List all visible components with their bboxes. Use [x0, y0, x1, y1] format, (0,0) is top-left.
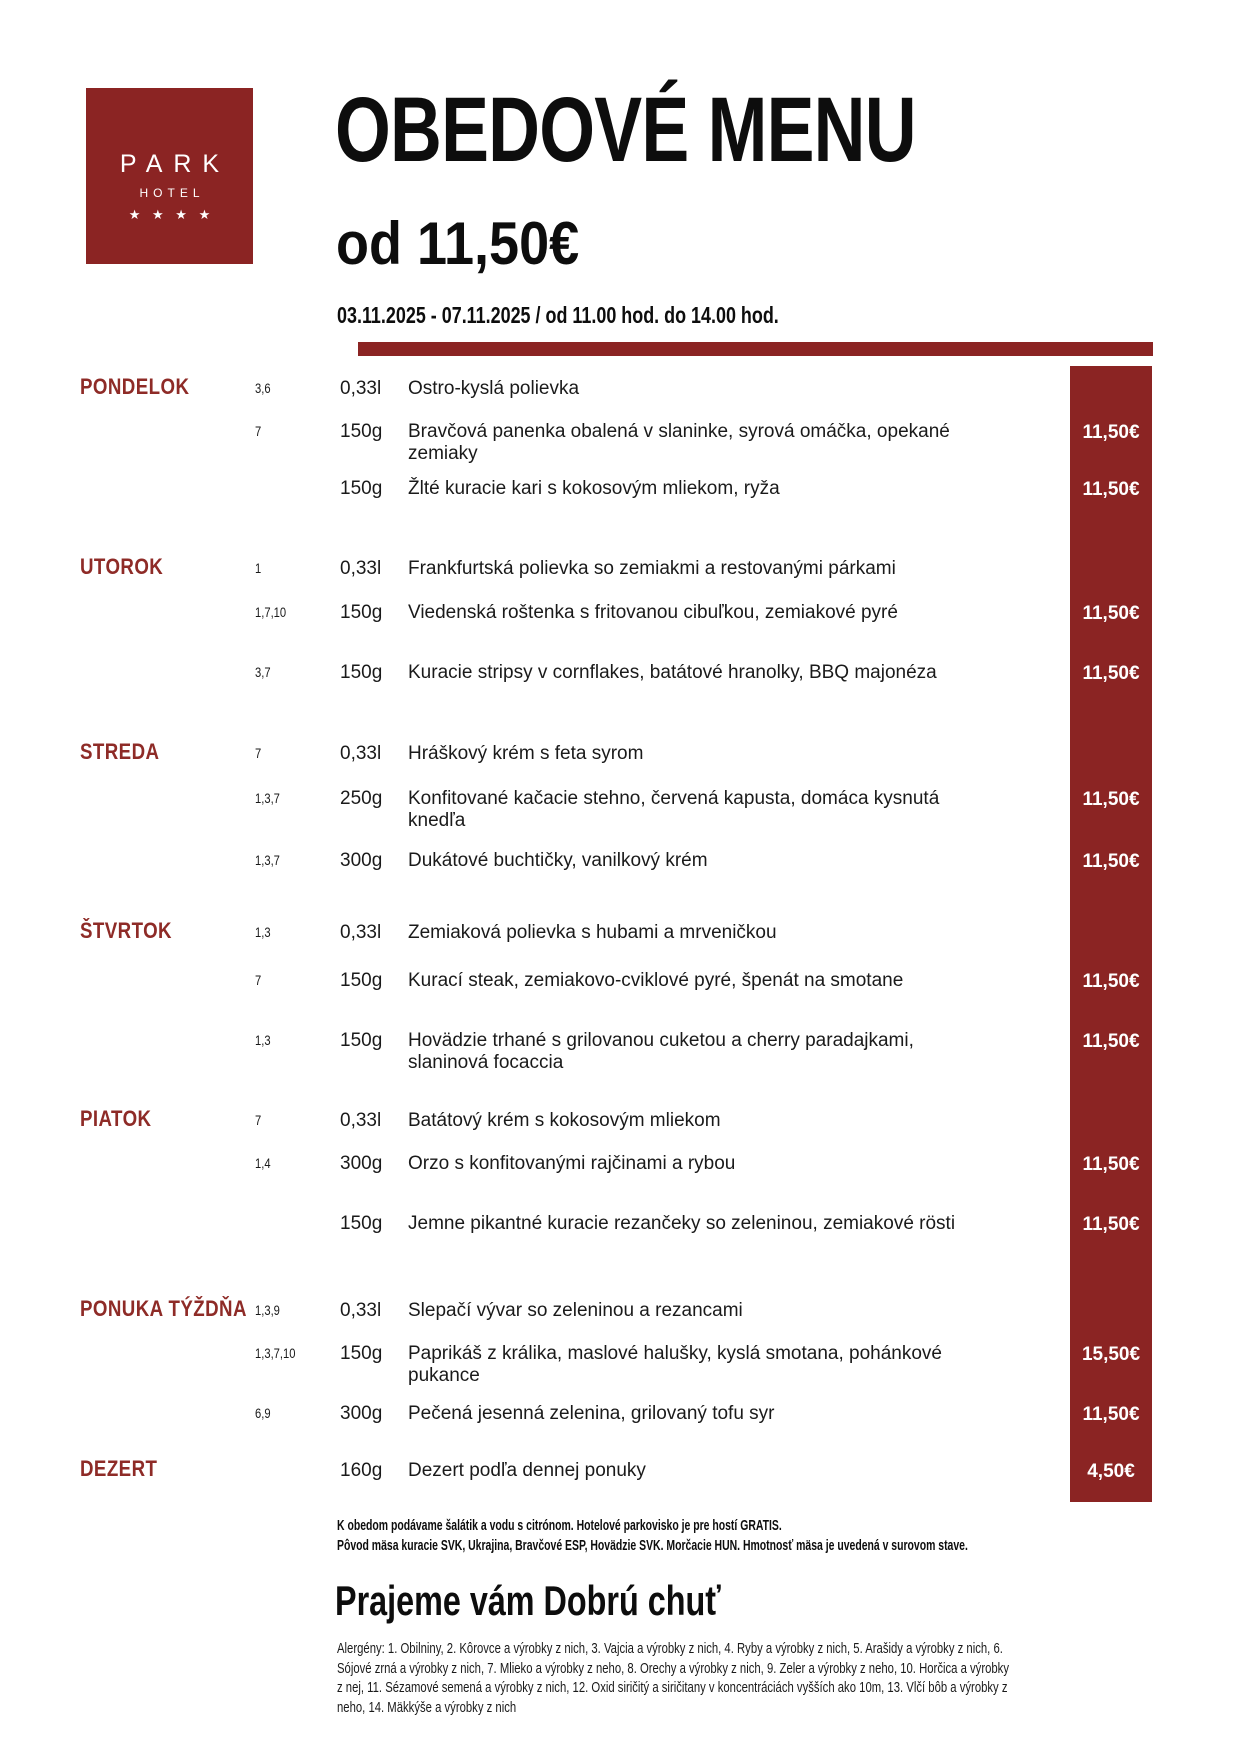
allergen-numbers: 1: [255, 560, 262, 576]
price-badge: 11,50€: [1082, 422, 1140, 443]
allergen-numbers: 1,7,10: [255, 604, 287, 620]
portion-size: 0,33l: [340, 1110, 382, 1131]
portion-size: 150g: [340, 1343, 383, 1364]
page-title: OBEDOVÉ MENU: [335, 79, 916, 181]
logo-stars-icon: ★ ★ ★ ★: [128, 207, 215, 222]
allergen-numbers: 1,3,9: [255, 1302, 280, 1318]
portion-size: 0,33l: [340, 378, 382, 399]
price-badge: 11,50€: [1082, 1214, 1140, 1235]
portion-size: 0,33l: [340, 558, 382, 579]
dish-description: Frankfurtská polievka so zemiakmi a restovanými párkami: [408, 558, 896, 579]
day-label: PIATOK: [80, 1106, 152, 1131]
portion-size: 250g: [340, 788, 383, 809]
allergen-numbers: 1,3,7,10: [255, 1345, 296, 1361]
allergen-numbers: 7: [255, 972, 262, 988]
portion-size: 0,33l: [340, 1300, 382, 1321]
dish-description: Paprikáš z králika, maslové halušky, kyslá smotana, pohánkové pukance: [408, 1343, 943, 1386]
allergens-legend: Alergény: 1. Obilniny, 2. Kôrovce a výrobky z nich, 3. Vajcia a výrobky z nich, 4. Ryby a výrobky z nich, 5. Arašidy a výrobky z nich, 6. Sójové zrná a výrobky z nich, 7. Mlieko a výrobky z neho, 8. Orechy a výrobky z nich, 9. Zeler a výrobky z neho, 10. Horčica a výrobky z nej, 11. Sézamové semená a výrobky z nich, 12. Oxid siričitý a siričitany v koncentráciách vyšších ako 10m, 13. Vlčí bôb a výrobky z neho, 14. Mäkkýše a výrobky z nich: [337, 1641, 1009, 1716]
dish-description: Viedenská roštenka s fritovanou cibuľkou, zemiakové pyré: [408, 602, 898, 623]
portion-size: 150g: [340, 478, 383, 499]
allergen-numbers: 3,7: [255, 664, 271, 680]
allergen-numbers: 7: [255, 423, 262, 439]
portion-size: 0,33l: [340, 743, 382, 764]
portion-size: 150g: [340, 1030, 383, 1051]
price-badge: 11,50€: [1082, 603, 1140, 624]
allergen-numbers: 7: [255, 745, 262, 761]
portion-size: 150g: [340, 662, 383, 683]
day-label: PONUKA TÝŽDŇA: [80, 1296, 247, 1321]
greeting-heading: Prajeme vám Dobrú chuť: [335, 1577, 721, 1624]
allergen-numbers: 7: [255, 1112, 262, 1128]
hotel-logo: [86, 88, 253, 264]
portion-size: 150g: [340, 602, 383, 623]
dish-description: Konfitované kačacie stehno, červená kapusta, domáca kysnutá knedľa: [408, 788, 940, 831]
dish-description: Zemiaková polievka s hubami a mrveničkou: [408, 922, 777, 943]
price-badge: 4,50€: [1087, 1461, 1135, 1482]
price-badge: 11,50€: [1082, 1404, 1140, 1425]
portion-size: 0,33l: [340, 922, 382, 943]
portion-size: 160g: [340, 1460, 383, 1481]
dish-description: Slepačí vývar so zeleninou a rezancami: [408, 1300, 743, 1321]
dish-description: Žlté kuracie kari s kokosovým mliekom, ryža: [408, 478, 780, 499]
portion-size: 150g: [340, 970, 383, 991]
dish-description: Kuracie stripsy v cornflakes, batátové hranolky, BBQ majonéza: [408, 662, 937, 683]
allergen-numbers: 1,4: [255, 1155, 271, 1171]
allergen-numbers: 1,3: [255, 924, 271, 940]
dish-description: Dezert podľa dennej ponuky: [408, 1460, 646, 1481]
dish-description: Kurací steak, zemiakovo-cviklové pyré, špenát na smotane: [408, 970, 904, 991]
dish-description: Orzo s konfitovanými rajčinami a rybou: [408, 1153, 736, 1174]
portion-size: 150g: [340, 421, 383, 442]
price-badge: 11,50€: [1082, 971, 1140, 992]
portion-size: 150g: [340, 1213, 383, 1234]
dish-description: Hovädzie trhané s grilovanou cuketou a cherry paradajkami, slaninová focaccia: [408, 1030, 914, 1073]
allergen-numbers: 1,3: [255, 1032, 271, 1048]
price-badge: 11,50€: [1082, 479, 1140, 500]
note-side-dish: K obedom podávame šalátik a vodu s citrónom. Hotelové parkovisko je pre hostí GRATIS.: [337, 1518, 782, 1534]
day-label: ŠTVRTOK: [80, 918, 172, 943]
allergen-numbers: 6,9: [255, 1405, 271, 1421]
dish-description: Jemne pikantné kuracie rezančeky so zeleninou, zemiakové rösti: [408, 1213, 956, 1234]
day-label: PONDELOK: [80, 374, 190, 399]
footer-notes: [337, 1516, 1021, 1556]
portion-size: 300g: [340, 850, 383, 871]
price-badge: 11,50€: [1082, 1154, 1140, 1175]
dish-description: Bravčová panenka obalená v slaninke, syrová omáčka, opekané zemiaky: [408, 421, 950, 464]
price-badge: 11,50€: [1082, 851, 1140, 872]
price-badge: 11,50€: [1082, 1031, 1140, 1052]
portion-size: 300g: [340, 1153, 383, 1174]
day-label: UTOROK: [80, 554, 164, 579]
header-rule: [358, 342, 1153, 356]
portion-size: 300g: [340, 1403, 383, 1424]
day-label: STREDA: [80, 739, 160, 764]
price-badge: 15,50€: [1081, 1344, 1141, 1365]
allergen-numbers: 1,3,7: [255, 790, 280, 806]
allergen-numbers: 3,6: [255, 380, 271, 396]
logo-hotel-word: HOTEL: [139, 186, 205, 200]
day-label: DEZERT: [80, 1456, 158, 1481]
dish-description: Batátový krém s kokosovým mliekom: [408, 1110, 721, 1131]
dish-description: Hráškový krém s feta syrom: [408, 743, 644, 764]
date-range: 03.11.2025 - 07.11.2025 / od 11.00 hod. do 14.00 hod.: [337, 302, 779, 328]
logo-hotel-name: PARK: [119, 150, 231, 178]
note-meat-origin: Pôvod mäsa kuracie SVK, Ukrajina, Bravčové ESP, Hovädzie SVK. Morčacie HUN. Hmotnosť mäsa je uvedená v surovom stave.: [337, 1538, 968, 1554]
dish-description: Ostro-kyslá polievka: [408, 378, 580, 399]
price-badge: 11,50€: [1082, 789, 1140, 810]
dish-description: Dukátové buchtičky, vanilkový krém: [408, 850, 708, 871]
price-badge: 11,50€: [1082, 663, 1140, 684]
price-column-bar: [1070, 366, 1152, 1502]
dish-description: Pečená jesenná zelenina, grilovaný tofu syr: [408, 1403, 775, 1424]
allergen-numbers: 1,3,7: [255, 852, 280, 868]
price-from-subtitle: od 11,50€: [336, 210, 580, 277]
